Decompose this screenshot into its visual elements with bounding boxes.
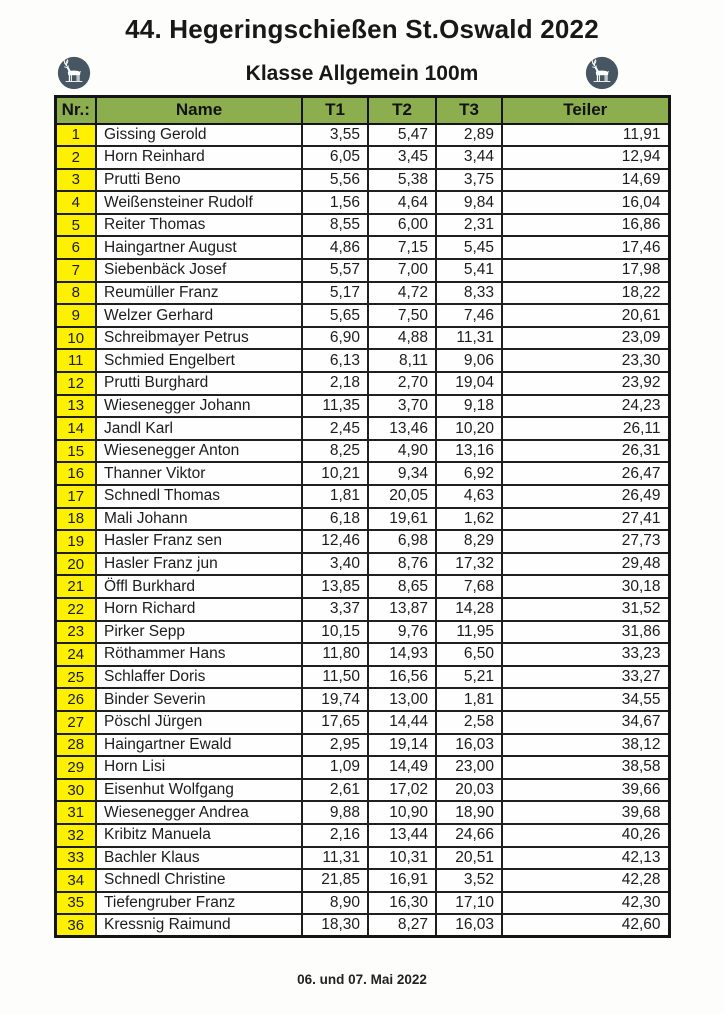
cell-t2: 13,44 xyxy=(368,824,436,847)
cell-t3: 8,29 xyxy=(436,530,502,553)
cell-t1: 11,50 xyxy=(302,666,368,689)
cell-nr: 3 xyxy=(55,169,96,192)
cell-t1: 10,15 xyxy=(302,621,368,644)
cell-teiler: 23,09 xyxy=(502,327,669,350)
cell-t2: 16,91 xyxy=(368,869,436,892)
cell-t2: 9,76 xyxy=(368,621,436,644)
cell-name: Schnedl Christine xyxy=(96,869,302,892)
cell-nr: 34 xyxy=(55,869,96,892)
cell-t2: 3,70 xyxy=(368,395,436,418)
table-row xyxy=(55,282,669,305)
cell-t2: 2,70 xyxy=(368,372,436,395)
cell-t2: 4,72 xyxy=(368,282,436,305)
cell-t2: 14,93 xyxy=(368,643,436,666)
cell-t2: 8,27 xyxy=(368,914,436,937)
cell-t3: 3,52 xyxy=(436,869,502,892)
cell-teiler: 23,30 xyxy=(502,349,669,372)
cell-t1: 6,18 xyxy=(302,508,368,531)
cell-t3: 5,45 xyxy=(436,236,502,259)
cell-name: Mali Johann xyxy=(96,508,302,531)
cell-t3: 3,44 xyxy=(436,146,502,169)
cell-t3: 10,20 xyxy=(436,417,502,440)
cell-teiler: 24,23 xyxy=(502,395,669,418)
cell-name: Pöschl Jürgen xyxy=(96,711,302,734)
cell-t2: 14,49 xyxy=(368,756,436,779)
cell-nr: 19 xyxy=(55,530,96,553)
cell-t1: 2,95 xyxy=(302,734,368,757)
cell-t1: 11,35 xyxy=(302,395,368,418)
cell-t2: 5,47 xyxy=(368,124,436,147)
cell-t1: 13,85 xyxy=(302,575,368,598)
cell-t3: 5,41 xyxy=(436,259,502,282)
table-row xyxy=(55,779,669,802)
cell-t3: 5,21 xyxy=(436,666,502,689)
cell-teiler: 40,26 xyxy=(502,824,669,847)
cell-nr: 10 xyxy=(55,327,96,350)
cell-name: Öffl Burkhard xyxy=(96,575,302,598)
cell-t1: 8,25 xyxy=(302,440,368,463)
cell-nr: 30 xyxy=(55,779,96,802)
cell-t1: 8,90 xyxy=(302,892,368,915)
cell-t3: 19,04 xyxy=(436,372,502,395)
cell-t3: 17,10 xyxy=(436,892,502,915)
cell-nr: 35 xyxy=(55,892,96,915)
cell-name: Pirker Sepp xyxy=(96,621,302,644)
results-table xyxy=(54,95,671,938)
cell-t2: 5,38 xyxy=(368,169,436,192)
class-header xyxy=(55,55,669,93)
cell-nr: 26 xyxy=(55,688,96,711)
cell-t3: 24,66 xyxy=(436,824,502,847)
cell-t3: 9,84 xyxy=(436,191,502,214)
cell-name: Eisenhut Wolfgang xyxy=(96,779,302,802)
table-row xyxy=(55,734,669,757)
cell-t1: 11,80 xyxy=(302,643,368,666)
cell-name: Wiesenegger Anton xyxy=(96,440,302,463)
cell-t1: 2,45 xyxy=(302,417,368,440)
cell-t2: 19,61 xyxy=(368,508,436,531)
cell-t2: 16,56 xyxy=(368,666,436,689)
cell-t1: 6,90 xyxy=(302,327,368,350)
cell-t3: 9,18 xyxy=(436,395,502,418)
cell-nr: 22 xyxy=(55,598,96,621)
cell-nr: 23 xyxy=(55,621,96,644)
cell-t2: 8,65 xyxy=(368,575,436,598)
cell-name: Wiesenegger Andrea xyxy=(96,801,302,824)
cell-teiler: 34,67 xyxy=(502,711,669,734)
cell-t1: 5,57 xyxy=(302,259,368,282)
cell-t3: 9,06 xyxy=(436,349,502,372)
cell-t1: 9,88 xyxy=(302,801,368,824)
cell-nr: 17 xyxy=(55,485,96,508)
cell-t3: 17,32 xyxy=(436,553,502,576)
cell-nr: 25 xyxy=(55,666,96,689)
cell-t2: 8,76 xyxy=(368,553,436,576)
column-header-name: Name xyxy=(96,97,302,124)
cell-t2: 7,00 xyxy=(368,259,436,282)
table-row xyxy=(55,643,669,666)
cell-t1: 6,05 xyxy=(302,146,368,169)
cell-teiler: 17,46 xyxy=(502,236,669,259)
table-row xyxy=(55,892,669,915)
cell-t3: 4,63 xyxy=(436,485,502,508)
cell-nr: 7 xyxy=(55,259,96,282)
cell-t2: 4,88 xyxy=(368,327,436,350)
table-row xyxy=(55,395,669,418)
cell-teiler: 26,11 xyxy=(502,417,669,440)
cell-t1: 3,40 xyxy=(302,553,368,576)
column-header-t3: T3 xyxy=(436,97,502,124)
table-row xyxy=(55,191,669,214)
cell-t1: 8,55 xyxy=(302,214,368,237)
cell-t1: 19,74 xyxy=(302,688,368,711)
cell-nr: 36 xyxy=(55,914,96,937)
cell-t2: 7,50 xyxy=(368,304,436,327)
cell-teiler: 42,13 xyxy=(502,847,669,870)
deer-badge-icon xyxy=(585,56,619,90)
cell-teiler: 26,47 xyxy=(502,462,669,485)
table-row xyxy=(55,508,669,531)
table-row xyxy=(55,214,669,237)
cell-nr: 1 xyxy=(55,124,96,147)
cell-t2: 19,14 xyxy=(368,734,436,757)
cell-teiler: 31,86 xyxy=(502,621,669,644)
cell-t2: 16,30 xyxy=(368,892,436,915)
table-row xyxy=(55,124,669,147)
deer-badge-icon xyxy=(57,56,91,90)
cell-t1: 5,56 xyxy=(302,169,368,192)
cell-name: Jandl Karl xyxy=(96,417,302,440)
cell-t1: 3,37 xyxy=(302,598,368,621)
table-header-row xyxy=(55,97,669,124)
event-date: 06. und 07. Mai 2022 xyxy=(297,972,427,988)
cell-nr: 15 xyxy=(55,440,96,463)
table-row xyxy=(55,485,669,508)
cell-t2: 13,00 xyxy=(368,688,436,711)
cell-name: Schmied Engelbert xyxy=(96,349,302,372)
cell-teiler: 14,69 xyxy=(502,169,669,192)
cell-teiler: 27,41 xyxy=(502,508,669,531)
cell-t2: 4,90 xyxy=(368,440,436,463)
page-title: 44. Hegeringschießen St.Oswald 2022 xyxy=(125,14,599,44)
cell-t2: 6,98 xyxy=(368,530,436,553)
cell-name: Schreibmayer Petrus xyxy=(96,327,302,350)
table-row xyxy=(55,462,669,485)
cell-nr: 8 xyxy=(55,282,96,305)
cell-nr: 20 xyxy=(55,553,96,576)
cell-t2: 10,31 xyxy=(368,847,436,870)
cell-t1: 2,61 xyxy=(302,779,368,802)
cell-nr: 29 xyxy=(55,756,96,779)
cell-name: Weißensteiner Rudolf xyxy=(96,191,302,214)
cell-t3: 16,03 xyxy=(436,914,502,937)
cell-name: Haingartner Ewald xyxy=(96,734,302,757)
cell-t3: 23,00 xyxy=(436,756,502,779)
cell-t2: 13,87 xyxy=(368,598,436,621)
cell-t3: 2,31 xyxy=(436,214,502,237)
cell-t1: 5,65 xyxy=(302,304,368,327)
cell-t1: 11,31 xyxy=(302,847,368,870)
cell-t3: 1,62 xyxy=(436,508,502,531)
cell-teiler: 42,30 xyxy=(502,892,669,915)
cell-t1: 6,13 xyxy=(302,349,368,372)
cell-nr: 4 xyxy=(55,191,96,214)
cell-nr: 18 xyxy=(55,508,96,531)
table-row xyxy=(55,598,669,621)
cell-teiler: 18,22 xyxy=(502,282,669,305)
cell-t3: 11,31 xyxy=(436,327,502,350)
cell-nr: 33 xyxy=(55,847,96,870)
cell-name: Tiefengruber Franz xyxy=(96,892,302,915)
cell-nr: 6 xyxy=(55,236,96,259)
cell-t2: 6,00 xyxy=(368,214,436,237)
cell-t3: 3,75 xyxy=(436,169,502,192)
table-row xyxy=(55,914,669,937)
table-row xyxy=(55,553,669,576)
cell-t1: 21,85 xyxy=(302,869,368,892)
table-row xyxy=(55,666,669,689)
cell-teiler: 17,98 xyxy=(502,259,669,282)
cell-t3: 2,58 xyxy=(436,711,502,734)
cell-t3: 6,50 xyxy=(436,643,502,666)
cell-t3: 20,03 xyxy=(436,779,502,802)
table-row xyxy=(55,169,669,192)
cell-nr: 21 xyxy=(55,575,96,598)
cell-teiler: 16,86 xyxy=(502,214,669,237)
column-header-t2: T2 xyxy=(368,97,436,124)
cell-t3: 20,51 xyxy=(436,847,502,870)
cell-nr: 32 xyxy=(55,824,96,847)
table-row xyxy=(55,304,669,327)
cell-t2: 14,44 xyxy=(368,711,436,734)
cell-name: Kressnig Raimund xyxy=(96,914,302,937)
cell-teiler: 27,73 xyxy=(502,530,669,553)
cell-t3: 7,68 xyxy=(436,575,502,598)
cell-name: Röthammer Hans xyxy=(96,643,302,666)
column-header-nr: Nr.: xyxy=(55,97,96,124)
cell-t1: 2,18 xyxy=(302,372,368,395)
cell-nr: 16 xyxy=(55,462,96,485)
cell-teiler: 23,92 xyxy=(502,372,669,395)
cell-teiler: 38,58 xyxy=(502,756,669,779)
table-row xyxy=(55,440,669,463)
cell-teiler: 42,60 xyxy=(502,914,669,937)
cell-name: Kribitz Manuela xyxy=(96,824,302,847)
cell-name: Siebenbäck Josef xyxy=(96,259,302,282)
cell-teiler: 11,91 xyxy=(502,124,669,147)
cell-t2: 13,46 xyxy=(368,417,436,440)
cell-t2: 8,11 xyxy=(368,349,436,372)
cell-teiler: 38,12 xyxy=(502,734,669,757)
cell-t1: 1,56 xyxy=(302,191,368,214)
cell-teiler: 33,27 xyxy=(502,666,669,689)
cell-name: Binder Severin xyxy=(96,688,302,711)
cell-nr: 24 xyxy=(55,643,96,666)
cell-name: Horn Reinhard xyxy=(96,146,302,169)
cell-teiler: 33,23 xyxy=(502,643,669,666)
cell-nr: 5 xyxy=(55,214,96,237)
cell-t1: 3,55 xyxy=(302,124,368,147)
class-title: Klasse Allgemein 100m xyxy=(245,62,479,85)
table-row xyxy=(55,801,669,824)
column-header-t1: T1 xyxy=(302,97,368,124)
cell-teiler: 30,18 xyxy=(502,575,669,598)
cell-name: Schlaffer Doris xyxy=(96,666,302,689)
cell-t1: 10,21 xyxy=(302,462,368,485)
table-row xyxy=(55,327,669,350)
cell-t2: 17,02 xyxy=(368,779,436,802)
cell-nr: 28 xyxy=(55,734,96,757)
cell-name: Wiesenegger Johann xyxy=(96,395,302,418)
cell-name: Thanner Viktor xyxy=(96,462,302,485)
table-row xyxy=(55,575,669,598)
cell-nr: 11 xyxy=(55,349,96,372)
cell-t1: 5,17 xyxy=(302,282,368,305)
cell-nr: 14 xyxy=(55,417,96,440)
cell-teiler: 31,52 xyxy=(502,598,669,621)
cell-name: Reumüller Franz xyxy=(96,282,302,305)
table-row xyxy=(55,711,669,734)
cell-nr: 13 xyxy=(55,395,96,418)
table-row xyxy=(55,824,669,847)
cell-name: Horn Richard xyxy=(96,598,302,621)
cell-name: Welzer Gerhard xyxy=(96,304,302,327)
cell-t3: 6,92 xyxy=(436,462,502,485)
cell-nr: 31 xyxy=(55,801,96,824)
table-row xyxy=(55,530,669,553)
table-row xyxy=(55,259,669,282)
cell-t3: 1,81 xyxy=(436,688,502,711)
cell-t3: 2,89 xyxy=(436,124,502,147)
cell-nr: 2 xyxy=(55,146,96,169)
cell-teiler: 26,31 xyxy=(502,440,669,463)
cell-nr: 12 xyxy=(55,372,96,395)
cell-teiler: 20,61 xyxy=(502,304,669,327)
cell-name: Hasler Franz sen xyxy=(96,530,302,553)
cell-name: Horn Lisi xyxy=(96,756,302,779)
cell-t3: 16,03 xyxy=(436,734,502,757)
cell-t2: 7,15 xyxy=(368,236,436,259)
table-row xyxy=(55,417,669,440)
cell-name: Reiter Thomas xyxy=(96,214,302,237)
table-row xyxy=(55,688,669,711)
cell-teiler: 12,94 xyxy=(502,146,669,169)
table-row xyxy=(55,349,669,372)
cell-t3: 7,46 xyxy=(436,304,502,327)
cell-t2: 3,45 xyxy=(368,146,436,169)
cell-teiler: 34,55 xyxy=(502,688,669,711)
cell-t3: 18,90 xyxy=(436,801,502,824)
table-row xyxy=(55,756,669,779)
cell-name: Bachler Klaus xyxy=(96,847,302,870)
table-row xyxy=(55,146,669,169)
cell-name: Hasler Franz jun xyxy=(96,553,302,576)
cell-t1: 1,09 xyxy=(302,756,368,779)
cell-t1: 4,86 xyxy=(302,236,368,259)
cell-teiler: 39,68 xyxy=(502,801,669,824)
cell-t1: 12,46 xyxy=(302,530,368,553)
cell-teiler: 16,04 xyxy=(502,191,669,214)
table-row xyxy=(55,236,669,259)
cell-nr: 27 xyxy=(55,711,96,734)
cell-t1: 1,81 xyxy=(302,485,368,508)
cell-t3: 8,33 xyxy=(436,282,502,305)
cell-teiler: 39,66 xyxy=(502,779,669,802)
column-header-teiler: Teiler xyxy=(502,97,669,124)
cell-name: Schnedl Thomas xyxy=(96,485,302,508)
cell-t3: 14,28 xyxy=(436,598,502,621)
cell-name: Haingartner August xyxy=(96,236,302,259)
cell-t2: 4,64 xyxy=(368,191,436,214)
cell-t3: 13,16 xyxy=(436,440,502,463)
cell-t2: 20,05 xyxy=(368,485,436,508)
cell-name: Prutti Burghard xyxy=(96,372,302,395)
cell-t1: 18,30 xyxy=(302,914,368,937)
cell-t2: 9,34 xyxy=(368,462,436,485)
cell-teiler: 29,48 xyxy=(502,553,669,576)
cell-name: Gissing Gerold xyxy=(96,124,302,147)
cell-nr: 9 xyxy=(55,304,96,327)
cell-teiler: 26,49 xyxy=(502,485,669,508)
table-row xyxy=(55,869,669,892)
cell-t2: 10,90 xyxy=(368,801,436,824)
cell-teiler: 42,28 xyxy=(502,869,669,892)
table-row xyxy=(55,621,669,644)
table-row xyxy=(55,847,669,870)
cell-name: Prutti Beno xyxy=(96,169,302,192)
table-row xyxy=(55,372,669,395)
cell-t1: 2,16 xyxy=(302,824,368,847)
cell-t1: 17,65 xyxy=(302,711,368,734)
cell-t3: 11,95 xyxy=(436,621,502,644)
